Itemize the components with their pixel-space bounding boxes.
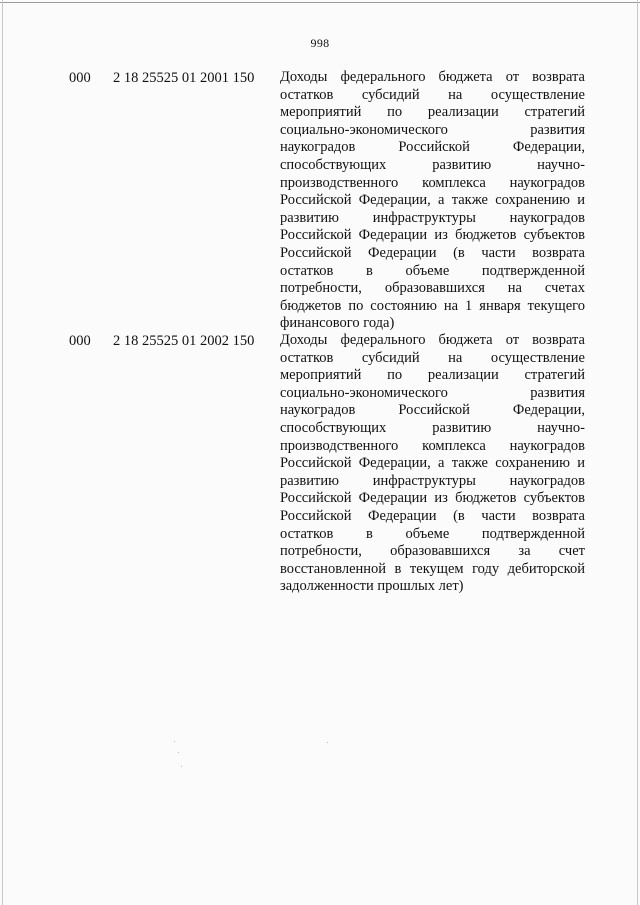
description-line: Российской Федерации, а также сохранению и <box>280 192 585 209</box>
scan-left-edge <box>2 0 3 905</box>
scan-speck <box>181 766 182 767</box>
description-line: Российской Федерации, а также сохранению и <box>280 455 585 472</box>
description-line: способствующих развитию научно- <box>280 156 585 173</box>
description-line: производственного комплекса наукоградов <box>280 437 585 454</box>
description-line: наукоградов Российской Федерации, <box>280 139 585 156</box>
description-line: Российской Федерации (в части возврата <box>280 244 585 261</box>
scan-speck <box>174 741 175 742</box>
description-line: мероприятий по реализации стратегий <box>280 104 585 121</box>
description-line: остатков в объеме подтвержденной <box>280 525 585 542</box>
scan-speck <box>178 752 179 753</box>
description-line: мероприятий по реализации стратегий <box>280 367 585 384</box>
budget-classification-code: 2 18 25525 01 2002 150 <box>113 333 255 349</box>
description-line: Доходы федерального бюджета от возврата <box>280 69 585 85</box>
description-line: бюджетов по состоянию на 1 января текущего <box>280 297 585 314</box>
description-line: Российской Федерации (в части возврата <box>280 507 585 524</box>
description-line: способствующих развитию научно- <box>280 419 585 436</box>
description-line: наукоградов Российской Федерации, <box>280 402 585 419</box>
description-line: социально-экономического развития <box>280 121 585 138</box>
scan-speck <box>327 742 328 743</box>
description-line: потребности, образовавшихся за счет <box>280 543 585 560</box>
description-line: производственного комплекса наукоградов <box>280 174 585 191</box>
admin-code: 000 <box>69 333 91 349</box>
description-line: остатков в объеме подтвержденной <box>280 262 585 279</box>
description-line: потребности, образовавшихся на счетах <box>280 280 585 297</box>
description-line: Российской Федерации из бюджетов субъектов <box>280 490 585 507</box>
description-line: восстановленной в текущем году дебиторской <box>280 560 585 577</box>
scan-right-edge <box>637 0 638 905</box>
scan-top-edge <box>0 2 640 3</box>
description-line: Доходы федерального бюджета от возврата <box>280 332 585 348</box>
description-line: социально-экономического развития <box>280 384 585 401</box>
description-line: финансового года) <box>280 315 395 332</box>
page-number: 998 <box>310 36 330 50</box>
admin-code: 000 <box>69 70 91 86</box>
description-line: остатков субсидий на осуществление <box>280 86 585 103</box>
budget-classification-code: 2 18 25525 01 2001 150 <box>113 70 255 86</box>
entry-description <box>280 69 585 333</box>
description-line: развитию инфраструктуры наукоградов <box>280 472 585 489</box>
description-line: развитию инфраструктуры наукоградов <box>280 209 585 226</box>
description-line: задолженности прошлых лет) <box>280 578 464 595</box>
entry-description <box>280 332 585 596</box>
description-line: остатков субсидий на осуществление <box>280 349 585 366</box>
description-line: Российской Федерации из бюджетов субъектов <box>280 227 585 244</box>
